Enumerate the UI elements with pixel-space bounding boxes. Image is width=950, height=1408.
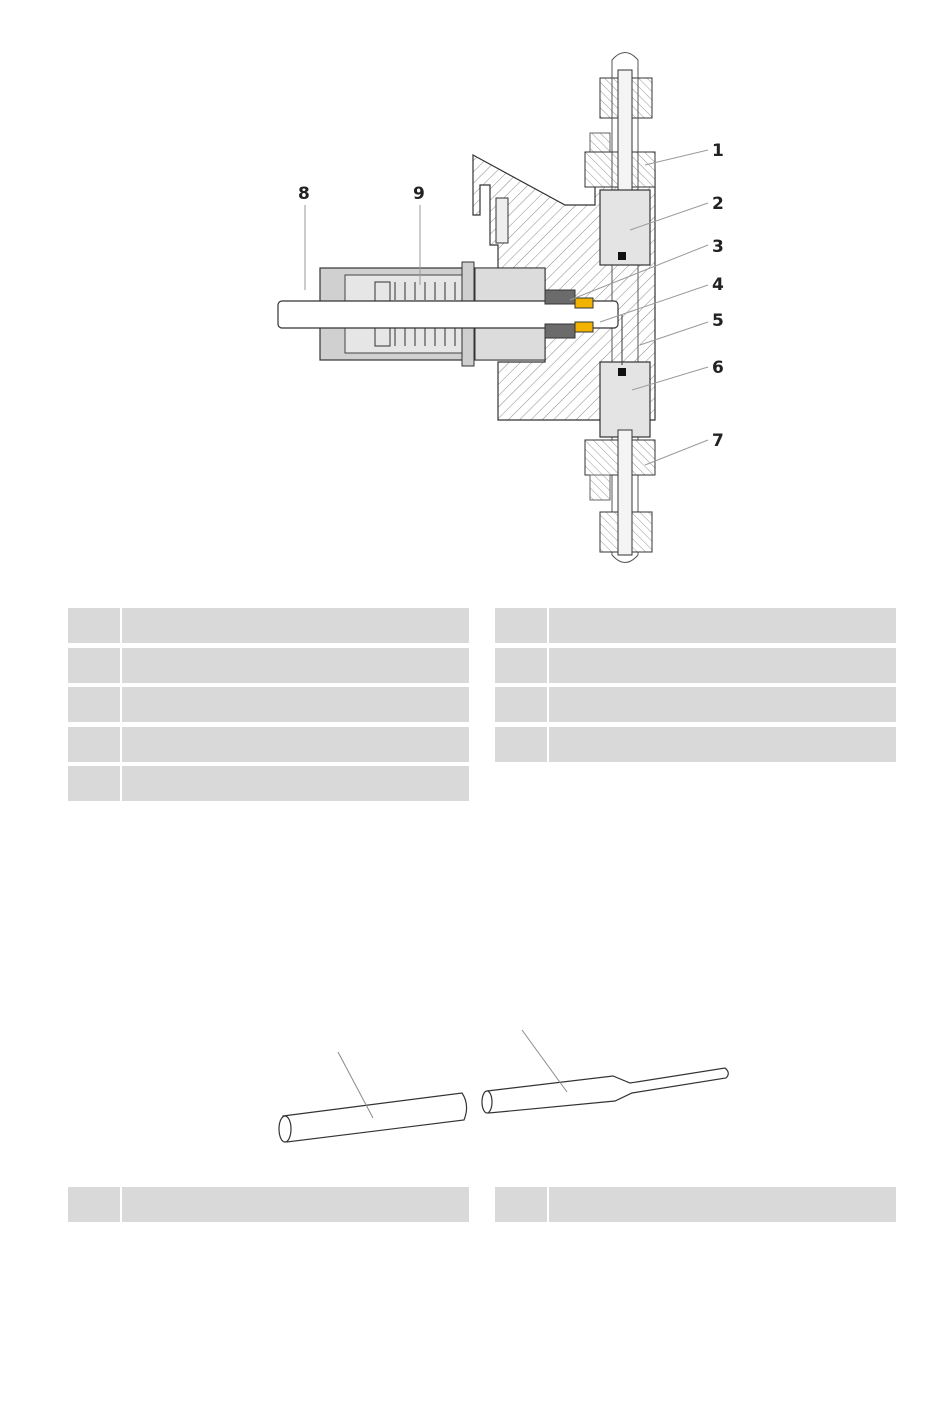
legend-row (495, 608, 896, 643)
tube-left (283, 1093, 467, 1142)
callout-3: 3 (712, 237, 724, 257)
legend-row (495, 648, 896, 683)
seal-dark-lower (545, 324, 575, 338)
callout-2: 2 (712, 194, 724, 214)
seal-yellow-upper (575, 298, 593, 308)
callout-1: 1 (712, 141, 724, 161)
cross-section-figure (0, 0, 950, 600)
legend-text (549, 648, 896, 683)
legend-row (68, 608, 469, 643)
legend-text (122, 608, 469, 643)
legend-row (68, 727, 469, 762)
tube-right-end (482, 1091, 492, 1113)
callout-9: 9 (413, 184, 425, 204)
legend-number (495, 1187, 547, 1222)
legend-number (495, 648, 547, 683)
callout-8: 8 (298, 184, 310, 204)
legend-number (68, 687, 120, 722)
clamp-tab (496, 198, 508, 243)
callout-4: 4 (712, 275, 724, 295)
legend-row (68, 687, 469, 722)
legend-text (122, 648, 469, 683)
legend-row (495, 1187, 896, 1222)
legend-number (68, 727, 120, 762)
legend-text (122, 766, 469, 801)
legend-row (68, 766, 469, 801)
callout-7: 7 (712, 431, 724, 451)
legend-row (68, 1187, 469, 1222)
legend-number (495, 687, 547, 722)
legend-number (495, 608, 547, 643)
legend-text (549, 608, 896, 643)
tube-right (487, 1068, 728, 1113)
legend-row (495, 687, 896, 722)
legend-row (68, 648, 469, 683)
legend-number (68, 648, 120, 683)
seal-dark-upper (545, 290, 575, 304)
legend-text (122, 687, 469, 722)
callout-6: 6 (712, 358, 724, 378)
legend-text (549, 1187, 896, 1222)
tube-leader-lines (338, 1030, 567, 1118)
legend-text (122, 727, 469, 762)
legend-text (122, 1187, 469, 1222)
callout-5: 5 (712, 311, 724, 331)
seal-yellow-lower (575, 322, 593, 332)
legend-number (68, 766, 120, 801)
legend-number (495, 727, 547, 762)
tube-left-opening (279, 1116, 291, 1142)
legend-row (495, 727, 896, 762)
legend-text (549, 727, 896, 762)
legend-number (68, 608, 120, 643)
legend-text (549, 687, 896, 722)
legend-number (68, 1187, 120, 1222)
